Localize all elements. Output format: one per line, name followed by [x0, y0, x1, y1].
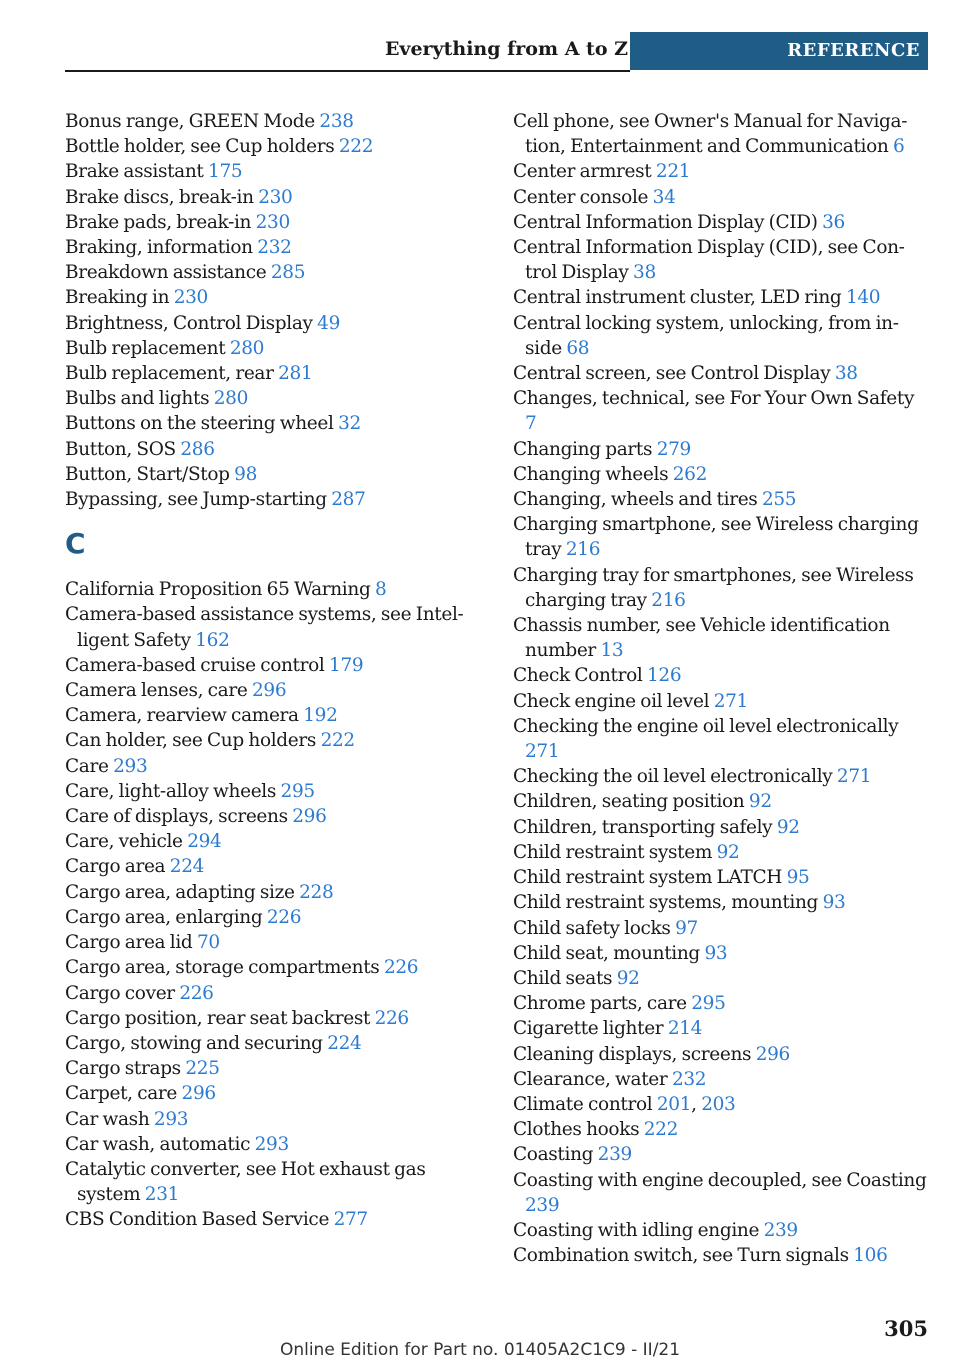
page-reference-link[interactable]: 232: [671, 1068, 707, 1090]
index-entry: [513, 210, 928, 235]
index-entry: [65, 1132, 480, 1157]
index-term: Cargo area, storage compartments: [65, 957, 380, 979]
index-entry: [65, 185, 480, 210]
index-entry: [513, 437, 928, 462]
index-term: Charging smartphone, see Wireless charging tray: [513, 514, 919, 561]
page-reference-link[interactable]: 95: [786, 867, 810, 889]
index-term: Central instrument cluster, LED ring: [513, 287, 842, 309]
index-term: Cell phone, see Owner's Manual for Navigation, Entertainment and Communication: [513, 111, 908, 158]
page-reference-link[interactable]: 224: [169, 856, 205, 878]
index-entry: [513, 1117, 928, 1142]
index-entry: [513, 361, 928, 386]
index-entry: [513, 1016, 928, 1041]
page-reference-link[interactable]: 295: [691, 993, 726, 1015]
page-reference-link[interactable]: 226: [266, 906, 302, 928]
page-reference-link[interactable]: 92: [616, 967, 640, 989]
page-reference-link[interactable]: 106: [853, 1245, 888, 1267]
page-reference-link[interactable]: 238: [319, 111, 354, 132]
index-entry: [513, 916, 928, 941]
index-entry: [513, 840, 928, 865]
index-term: Chrome parts, care: [513, 993, 687, 1015]
index-term: Coasting: [513, 1144, 594, 1166]
index-term: Cargo area: [65, 856, 166, 878]
index-entry: [513, 462, 928, 487]
index-entry: [65, 728, 480, 753]
page-reference-link[interactable]: 279: [656, 438, 691, 460]
index-entry: [65, 1006, 480, 1031]
index-term: Chassis number, see Vehicle identification number: [513, 615, 890, 662]
page-reference-link[interactable]: 38: [834, 363, 858, 385]
index-entry: [513, 991, 928, 1016]
index-entry: [513, 890, 928, 915]
index-term: Breakdown assistance: [65, 262, 267, 284]
page-reference-link[interactable]: 36: [822, 211, 845, 233]
index-term: Checking the oil level electronically: [513, 766, 833, 788]
index-term: Checking the engine oil level electronically: [513, 715, 899, 737]
page-reference-link[interactable]: 38: [633, 262, 656, 284]
index-term: Central Information Display (CID), see Control Display: [513, 237, 905, 284]
index-entry: [513, 966, 928, 991]
index-term: Check Control: [513, 665, 643, 687]
index-entry: [513, 311, 928, 361]
index-term: Brake pads, break-in: [65, 211, 252, 233]
index-term: Check engine oil level: [513, 690, 710, 712]
index-term: Coasting with engine decoupled, see Coasting: [513, 1169, 927, 1191]
index-entry: [513, 941, 928, 966]
index-term: Central Information Display (CID): [513, 211, 818, 233]
index-term: Child safety locks: [513, 917, 671, 939]
page-reference-link[interactable]: 92: [776, 816, 800, 838]
index-column-right: [513, 109, 928, 1268]
index-entry: [513, 386, 928, 436]
index-entry: [65, 1081, 480, 1106]
page-number: 305: [884, 1316, 928, 1341]
index-term: Care, light-alloy wheels: [65, 780, 277, 802]
page-reference-link[interactable]: 162: [195, 629, 230, 651]
index-term: Climate control: [513, 1093, 653, 1115]
index-entry: [513, 1142, 928, 1167]
index-term: Changing wheels: [513, 463, 669, 485]
page-reference-link[interactable]: 232: [257, 237, 292, 259]
page-reference-link[interactable]: 271: [525, 741, 560, 763]
index-term: Center armrest: [513, 161, 652, 183]
index-term: Cargo position, rear seat backrest: [65, 1007, 371, 1029]
page-reference-link[interactable]: 293: [113, 755, 148, 777]
index-term: Cargo area lid: [65, 932, 193, 954]
page-reference-link[interactable]: 262: [672, 463, 708, 485]
index-term: Child restraint system: [513, 841, 713, 863]
page-reference-link[interactable]: 214: [667, 1018, 703, 1040]
index-term: Combination switch, see Turn signals: [513, 1245, 849, 1267]
index-entry: [513, 512, 928, 562]
index-term: California Proposition 65 Warning: [65, 579, 371, 601]
index-entry: [65, 386, 480, 411]
page-reference-link[interactable]: 226: [179, 982, 214, 1004]
header-section-tab: REFERENCE: [630, 32, 928, 70]
index-entry: [513, 689, 928, 714]
index-entry: [65, 336, 480, 361]
page-reference-link[interactable]: 271: [713, 690, 748, 712]
index-entry: [65, 285, 480, 310]
page-reference-link[interactable]: 216: [565, 539, 601, 561]
index-entry: [513, 159, 928, 184]
page-reference-link[interactable]: 285: [270, 262, 306, 284]
index-entry: [65, 804, 480, 829]
page-reference-link[interactable]: 296: [251, 680, 287, 702]
index-term: Car wash: [65, 1108, 150, 1130]
index-term: Central screen, see Control Display: [513, 363, 831, 385]
page-reference-link[interactable]: 280: [229, 337, 265, 359]
index-entry: [65, 437, 480, 462]
page-reference-link[interactable]: 226: [383, 957, 419, 979]
index-entry: [65, 235, 480, 260]
page-reference-link[interactable]: 224: [327, 1032, 362, 1054]
index-entry: [513, 1243, 928, 1268]
index-term: Bulb replacement: [65, 337, 226, 359]
index-entry: [65, 678, 480, 703]
index-entry: [513, 1067, 928, 1092]
index-entry: [65, 577, 480, 602]
index-term: Can holder, see Cup holders: [65, 730, 317, 752]
index-entry: [65, 159, 480, 184]
index-entry: [65, 361, 480, 386]
page-reference-link[interactable]: 280: [213, 388, 249, 410]
index-term: Camera-based cruise control: [65, 654, 325, 676]
index-entry: [65, 210, 480, 235]
page-reference-link[interactable]: 192: [303, 705, 338, 727]
index-entry: [513, 487, 928, 512]
page-reference-link[interactable]: 8: [374, 579, 387, 601]
page-reference-link[interactable]: 216: [651, 589, 686, 611]
index-entry: [513, 1218, 928, 1243]
index-entry: [513, 815, 928, 840]
page-reference-link[interactable]: 296: [755, 1043, 790, 1065]
index-term: Child restraint systems, mounting: [513, 892, 819, 914]
index-term: Button, Start/Stop: [65, 463, 230, 485]
index-term: Changes, technical, see For Your Own Safety: [513, 388, 915, 410]
index-entry: [65, 880, 480, 905]
page-reference-link[interactable]: 296: [181, 1083, 216, 1105]
index-entry: [513, 563, 928, 613]
index-term: Braking, information: [65, 237, 253, 259]
page-reference-link[interactable]: 201: [656, 1093, 692, 1115]
index-term: Catalytic converter, see Hot exhaust gas system: [65, 1158, 426, 1206]
index-term: Children, transporting safely: [513, 816, 773, 838]
index-entry: [65, 1157, 480, 1207]
index-term: Children, seating position: [513, 791, 745, 813]
index-term: Cargo, stowing and securing: [65, 1032, 323, 1054]
index-entry: [65, 462, 480, 487]
index-term: Clearance, water: [513, 1068, 668, 1090]
page-reference-link[interactable]: 92: [748, 791, 772, 813]
header-rule: [65, 70, 630, 72]
page-reference-link[interactable]: 296: [292, 806, 327, 828]
index-entry: [513, 865, 928, 890]
page-reference-link[interactable]: 230: [258, 186, 293, 208]
index-term: Bulbs and lights: [65, 388, 210, 410]
page-reference-link[interactable]: 295: [280, 780, 315, 802]
index-entry: [65, 754, 480, 779]
index-term: Care, vehicle: [65, 831, 183, 853]
index-term: CBS Condition Based Service: [65, 1209, 330, 1231]
index-entry: [513, 714, 928, 764]
page-reference-link[interactable]: 70: [196, 932, 220, 954]
index-term: Breaking in: [65, 287, 170, 309]
index-entry: [513, 789, 928, 814]
index-entry: [65, 854, 480, 879]
page-reference-link[interactable]: 222: [643, 1119, 679, 1141]
section-letter: C: [65, 527, 86, 561]
page-reference-link[interactable]: 293: [254, 1133, 289, 1155]
page-reference-link[interactable]: 225: [185, 1058, 220, 1080]
index-entry: [65, 260, 480, 285]
page-reference-link[interactable]: 222: [320, 730, 355, 752]
page-reference-link[interactable]: 222: [338, 136, 374, 158]
index-term: Changing parts: [513, 438, 653, 460]
index-column-left: [65, 109, 480, 1233]
page-header: [65, 32, 928, 72]
page-reference-link[interactable]: 287: [331, 489, 366, 511]
index-entry: [65, 1207, 480, 1232]
page-reference-link[interactable]: 230: [255, 211, 290, 233]
page-reference-link[interactable]: 32: [338, 413, 361, 435]
index-term: Bonus range, GREEN Mode: [65, 111, 315, 132]
index-term: Bottle holder, see Cup holders: [65, 136, 335, 158]
index-term: Child restraint system LATCH: [513, 867, 783, 889]
page-reference-link[interactable]: 97: [675, 917, 698, 939]
page-reference-link[interactable]: 226: [374, 1007, 409, 1029]
index-entry: [65, 955, 480, 980]
index-entry: [65, 134, 480, 159]
page-reference-link[interactable]: 92: [716, 841, 740, 863]
page-reference-link[interactable]: 286: [180, 438, 215, 460]
index-term: Camera lenses, care: [65, 680, 248, 702]
index-term: Child seat, mounting: [513, 942, 700, 964]
page-reference-link[interactable]: 228: [299, 881, 334, 903]
page-reference-link[interactable]: 179: [329, 654, 364, 676]
index-term: Carpet, care: [65, 1083, 177, 1105]
index-term: Brightness, Control Display: [65, 312, 313, 334]
index-term: Changing, wheels and tires: [513, 489, 758, 511]
index-entry: [513, 109, 928, 159]
page-reference-link[interactable]: 281: [278, 363, 313, 385]
index-term: Car wash, automatic: [65, 1133, 251, 1155]
index-term: Charging tray for smartphones, see Wireless charging tray: [513, 564, 914, 611]
index-term: Camera, rearview camera: [65, 705, 299, 727]
page-reference-link[interactable]: 239: [525, 1194, 560, 1216]
index-term: Coasting with idling engine: [513, 1219, 760, 1241]
index-term: Cargo cover: [65, 982, 175, 1004]
index-entry: [65, 653, 480, 678]
index-term: Brake discs, break-in: [65, 186, 254, 208]
index-entry: [513, 613, 928, 663]
index-entry: [65, 1056, 480, 1081]
page-reference-link[interactable]: 140: [845, 287, 881, 309]
index-term: Cleaning displays, screens: [513, 1043, 752, 1065]
page-reference-link[interactable]: 93: [822, 892, 846, 914]
page-reference-link[interactable]: 13: [600, 640, 624, 662]
page-reference-link[interactable]: 221: [655, 161, 691, 183]
page-reference-link[interactable]: 230: [173, 287, 208, 309]
index-term: Bulb replacement, rear: [65, 363, 274, 385]
index-entry: [65, 779, 480, 804]
index-entry: [65, 109, 480, 134]
index-entry: [65, 1031, 480, 1056]
page-reference-link[interactable]: 239: [763, 1219, 798, 1241]
index-entry: [65, 411, 480, 436]
page-reference-link[interactable]: 293: [153, 1108, 189, 1130]
page-reference-link[interactable]: 239: [597, 1144, 632, 1166]
index-term: Cigarette lighter: [513, 1018, 664, 1040]
index-term: Child seats: [513, 967, 613, 989]
index-term: Cargo area, enlarging: [65, 906, 263, 928]
index-term: Cargo area, adapting size: [65, 881, 295, 903]
edition-footer: Online Edition for Part no. 01405A2C1C9 - II/21: [279, 1340, 681, 1360]
index-term: Care of displays, screens: [65, 806, 288, 828]
index-entry: [65, 930, 480, 955]
index-term: Cargo straps: [65, 1058, 181, 1080]
index-entry: [65, 703, 480, 728]
index-entry: [65, 905, 480, 930]
index-term: Care: [65, 755, 109, 777]
index-term: Central locking system, unlocking, from inside: [513, 312, 899, 359]
page-reference-link[interactable]: 34: [652, 186, 676, 208]
index-entry: [65, 487, 480, 512]
page-reference-link[interactable]: 49: [317, 312, 340, 334]
index-term: Buttons on the steering wheel: [65, 413, 334, 435]
index-entry: [513, 185, 928, 210]
page-reference-link[interactable]: 277: [333, 1209, 368, 1231]
page-reference-link[interactable]: 294: [187, 831, 222, 853]
header-title: Everything from A to Z: [384, 38, 628, 60]
page-reference-link[interactable]: 6: [893, 136, 905, 158]
index-entry: [65, 829, 480, 854]
index-term: Bypassing, see Jump-starting: [65, 489, 327, 511]
index-entry: [513, 663, 928, 688]
index-term: Clothes hooks: [513, 1119, 640, 1141]
page-reference-link[interactable]: 68: [566, 337, 590, 359]
index-term: Center console: [513, 186, 649, 208]
index-entry: [513, 764, 928, 789]
index-entry: [65, 981, 480, 1006]
index-term: Camera-based assistance systems, see Intelligent Safety: [65, 604, 464, 651]
index-term: Button, SOS: [65, 438, 176, 460]
index-entry: Climate control 201, 203: [513, 1093, 736, 1115]
page-reference-link[interactable]: 7: [525, 413, 537, 435]
page-reference-link[interactable]: 98: [234, 463, 258, 485]
index-entry: [513, 235, 928, 285]
page-reference-link[interactable]: 255: [761, 489, 797, 511]
index-entry: [513, 285, 928, 310]
index-entry: [65, 602, 480, 652]
index-entry: [65, 311, 480, 336]
page-reference-link[interactable]: 203: [701, 1093, 736, 1115]
page-reference-link[interactable]: 93: [704, 942, 728, 964]
index-entry: [513, 1168, 928, 1218]
index-entry: [513, 1042, 928, 1067]
page-reference-link[interactable]: 271: [836, 766, 872, 788]
page-reference-link[interactable]: 126: [647, 665, 682, 687]
page-reference-link[interactable]: 231: [144, 1184, 180, 1206]
index-entry: [65, 1107, 480, 1132]
page-reference-link[interactable]: 175: [208, 161, 243, 183]
index-term: Brake assistant: [65, 161, 204, 183]
